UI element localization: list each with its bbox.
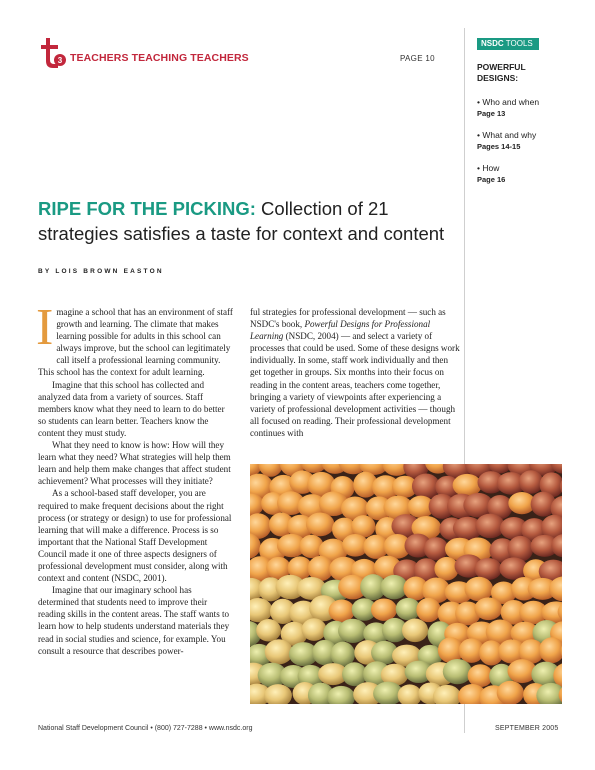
masthead-title: TEACHERS TEACHING TEACHERS <box>70 52 249 64</box>
fruit <box>443 659 472 684</box>
paragraph-text: ful strategies for professional development — such as NSDC's book, <box>250 307 446 330</box>
badge-bold: NSDC <box>481 39 504 48</box>
sidebar-item-who-when[interactable] <box>477 97 539 119</box>
logo-number: 3 <box>57 56 63 65</box>
fruit <box>475 558 502 580</box>
paragraph-text: (NSDC, 2004) — and select a variety of processes that could be used. Some of these designs work individually. In some, staff work individually and then get together in groups. Six months into their focus on reading in the content areas, teachers come together, bringing a variety of viewpoints after experiencing a variety of professional development activities — though all focused on reading. Their professional development continues with <box>250 331 460 438</box>
article-column-2 <box>250 306 460 439</box>
paragraph-text: magine a school that has an environment of staff growth and learning. The climate that makes learning possible for adults in this school can always improve, but the school can legitimately call itself a professional learning community. This school has the context for adult learning. <box>38 307 233 378</box>
fruit <box>519 470 544 494</box>
headline-lead: RIPE FOR THE PICKING: <box>38 198 256 219</box>
fruit <box>416 598 440 622</box>
fruit <box>306 512 334 536</box>
sidebar-item-page: Pages 14-15 <box>477 142 521 151</box>
paragraph: Imagine that our imaginary school has determined that students need to improve their reading skills in the content areas. The staff wants to learn how to help students understand materials they read in social studies and science, for example. You consult a resource that describes power- <box>38 585 230 656</box>
paragraph: Imagine that this school has collected and analyzed data from a variety of sources. Staff members know what they need to learn to do better so students can learn better. Teachers know the content they must study. <box>38 379 225 438</box>
fruit <box>265 639 293 664</box>
drop-cap: I <box>36 299 54 356</box>
fruit <box>256 619 281 641</box>
sidebar-item-what-why[interactable] <box>477 130 536 152</box>
paragraph: What they need to know is how: How will they learn what they need? What strategies will help them learn and help them make changes that affect student achievement? What processes will they initiate? <box>38 440 231 487</box>
headline-rest: Collection of 21 strategies satisfies a taste for context and content <box>38 198 445 244</box>
footer-contact: National Staff Development Council • (800) 727-7288 • www.nsdc.org <box>38 725 253 732</box>
paragraph <box>36 299 234 379</box>
fruit <box>371 598 397 620</box>
fruit <box>329 600 355 623</box>
sidebar-item-label: • How <box>477 163 500 173</box>
article-column-1 <box>36 299 234 657</box>
paragraph: As a school-based staff developer, you are required to make frequent decisions about the right process (or strategy or design) to use for professional learning that will make a difference. Process is so important that the National Staff Development Council made it one of three aspects designers of professional development must consider, along with context and content (NSDC, 2001). <box>38 488 232 584</box>
fruit <box>497 681 524 704</box>
footer-date: SEPTEMBER 2005 <box>495 725 559 732</box>
page-number: PAGE 10 <box>400 54 435 63</box>
badge-rest: TOOLS <box>503 39 533 48</box>
article-headline <box>38 196 458 246</box>
nsdc-tools-badge <box>477 38 539 50</box>
fruit <box>474 597 502 620</box>
fruit-photo <box>250 464 562 704</box>
paragraph <box>250 306 460 439</box>
sidebar-item-how[interactable] <box>477 163 505 185</box>
book-title: Powerful Designs for Professional Learning <box>250 319 431 342</box>
ttt-logo-icon <box>36 36 68 70</box>
sidebar-item-label: • Who and when <box>477 97 540 107</box>
sidebar-item-page: Page 16 <box>477 175 506 184</box>
byline: BY LOIS BROWN EASTON <box>38 268 164 275</box>
sidebar-item-label: • What and why <box>477 130 537 140</box>
fruit <box>402 619 428 643</box>
sidebar-title-line1: POWERFUL <box>477 62 526 72</box>
fruit <box>338 619 367 643</box>
sidebar-title <box>477 62 567 84</box>
fruit <box>302 618 327 641</box>
sidebar-title-line2: DESIGNS: <box>477 73 519 83</box>
fruit <box>424 537 449 560</box>
sidebar-item-page: Page 13 <box>477 109 506 118</box>
